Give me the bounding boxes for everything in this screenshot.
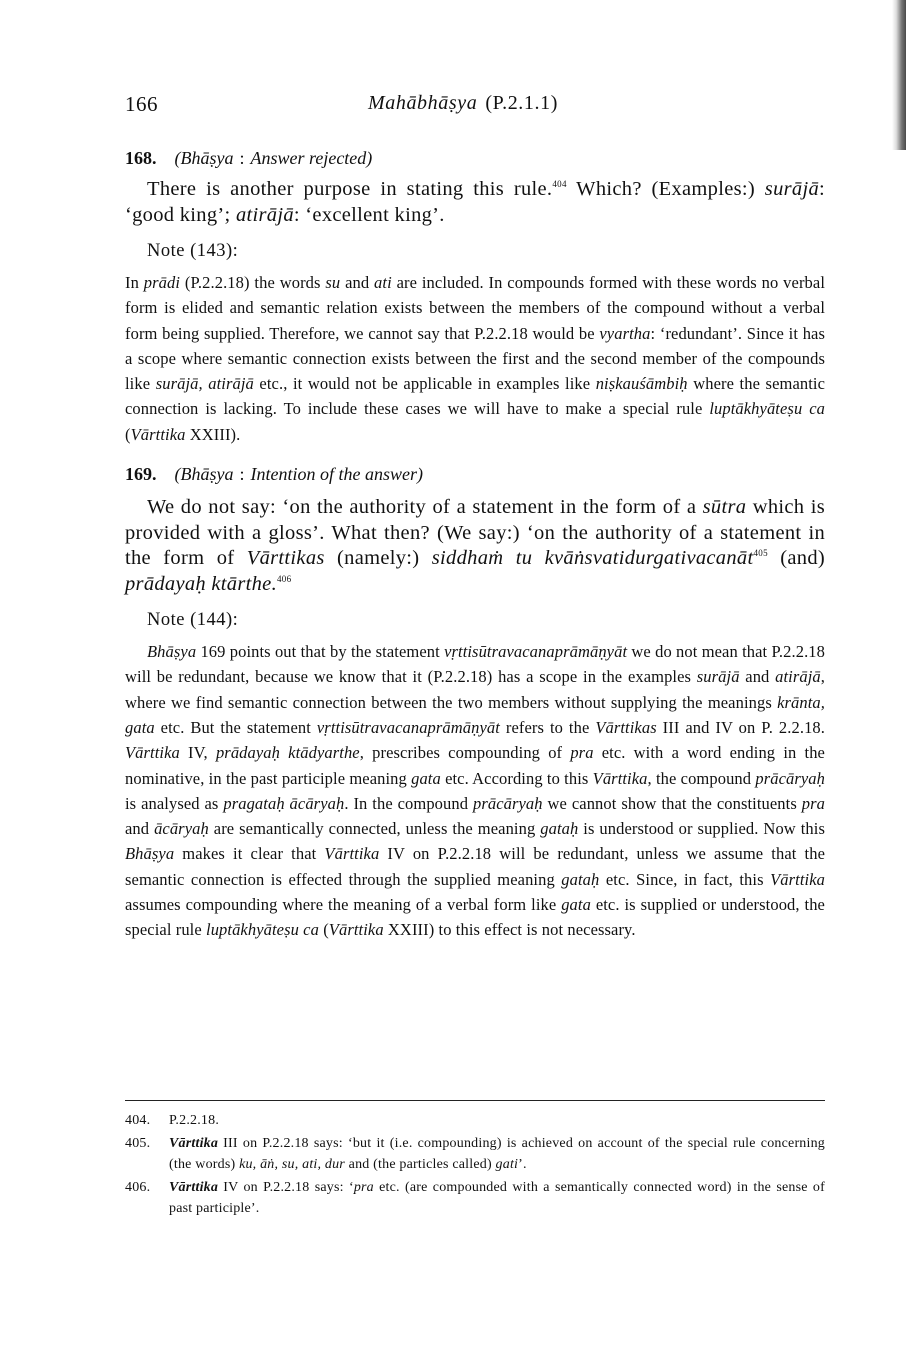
footnote-ref-405[interactable]: 405 bbox=[753, 548, 768, 559]
main-text bbox=[125, 145, 825, 943]
running-head bbox=[368, 92, 558, 115]
page-header bbox=[125, 92, 825, 122]
section-169-text: We do not say: ‘on the authority of a statement in the form of a sūtra which is provided with a gloss’. What then? (We say:) ‘on the authority of a statement in the form of Vārttikas (namely:) siddhaṁ tu kvāṅsvatidurgativacanāt$^{405}$ (and) prādayaḥ ktārthe.$^{406}$ bbox=[125, 496, 825, 595]
note-144-title: Note (144): bbox=[147, 610, 239, 631]
footnote-divider bbox=[125, 1100, 825, 1101]
footnote-406 bbox=[125, 1177, 825, 1219]
note-143-text: In prādi (P.2.2.18) the words su and ati are included. In compounds formed with these words no verbal form is elided and semantic relation exists between the members of the compound without a verbal form being supplied. Therefore, we cannot say that P.2.2.18 would be vyartha: ‘redundant’. Since it has a scope where semantic connection exists between the first and the second member of the compounds like surājā, atirājā etc., it would not be applicable in examples like niṣkauśāmbiḥ where the semantic connection is lacking. To include these cases we will have to make a special rule luptākhyāteṣu ca (Vārttika XXIII). bbox=[125, 273, 826, 444]
running-title: Mahābhāṣya bbox=[368, 92, 478, 114]
note-144-text: Bhāṣya 169 points out that by the statement vṛttisūtravacanaprāmāṇyāt we do not mean that P.2.2.18 will be redundant, because we know that it (P.2.2.18) has a scope in the examples surājā and atirājā, where we find semantic connection between the two members without supplying the meanings krānta, gata etc. But the statement vṛttisūtravacanaprāmāṇyāt refers to the Vārttikas III and IV on P. 2.2.18. Vārttika IV, prādayaḥ ktādyarthe, prescribes compounding of pra etc. with a word ending in the nominative, in the past participle meaning gata etc. According to this Vārttika, the compound prācāryaḥ is analysed as pragataḥ ācāryaḥ. In the compound prācāryaḥ we cannot show that the constituents pra and ācāryaḥ are semantically connected, unless the meaning gataḥ is understood or supplied. Now this Bhāṣya makes it clear that Vārttika IV on P.2.2.18 will be redundant, unless we assume that the semantic connection is effected through the supplied meaning gataḥ etc. Since, in fact, this Vārttika assumes compounding where the meaning of a verbal form like gata etc. is supplied or understood, the special rule luptākhyāteṣu ca (Vārttika XXIII) to this effect is not necessary. bbox=[125, 642, 826, 940]
footnote-text: Vārttika IV on P.2.2.18 says: ‘pra etc. (are compounded with a semantically connected word) in the sense of past participle’. bbox=[169, 1180, 825, 1216]
footnote-number: 405. bbox=[125, 1136, 151, 1151]
footnote-404 bbox=[125, 1110, 825, 1131]
running-ref: (P.2.1.1) bbox=[485, 92, 558, 114]
footnote-text: Vārttika III on P.2.2.18 says: ‘but it (i.e. compounding) is achieved on account of the special rule concerning (the words) ku, āṅ, su, ati, dur and (the particles called) gati’. bbox=[169, 1136, 825, 1172]
footnote-number: 404. bbox=[125, 1113, 151, 1128]
scanned-page-edge bbox=[892, 0, 906, 150]
footnote-number: 406. bbox=[125, 1180, 151, 1195]
footnote-ref-404[interactable]: 404 bbox=[552, 179, 567, 190]
footnote-405 bbox=[125, 1133, 825, 1175]
footnote-ref-406[interactable]: 406 bbox=[277, 573, 292, 584]
section-168-heading: 168. (Bhāṣya : Answer rejected) bbox=[125, 148, 373, 168]
footnote-text: P.2.2.18. bbox=[169, 1113, 220, 1128]
note-143-title: Note (143): bbox=[147, 241, 239, 261]
footnotes bbox=[125, 1110, 825, 1221]
section-168-text: There is another purpose in stating this rule.$^{404}$ Which? (Examples:) surājā: ‘good king’; atirājā: ‘excellent king’. bbox=[125, 178, 825, 226]
page-number: 166 bbox=[125, 92, 158, 116]
section-169-heading: 169. (Bhāṣya : Intention of the answer) bbox=[125, 464, 423, 485]
